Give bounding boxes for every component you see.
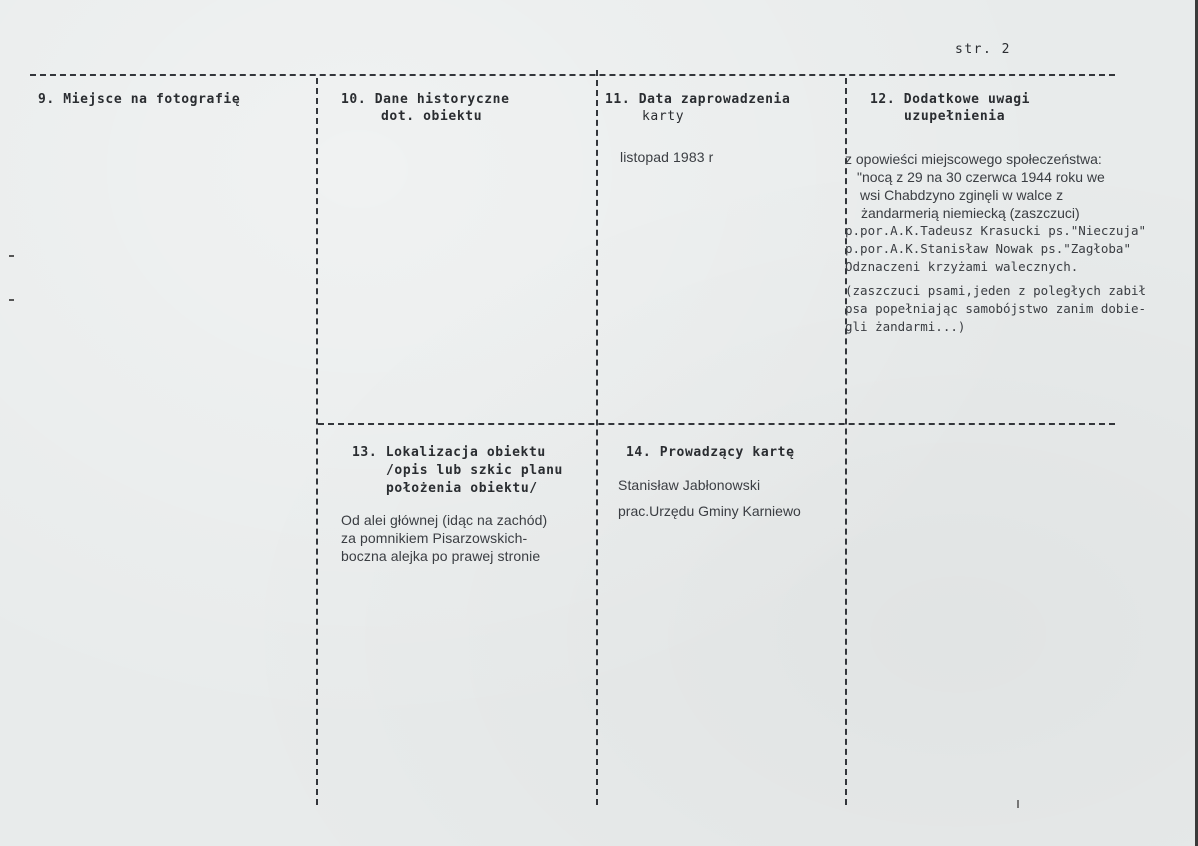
- margin-mark-1: [9, 255, 14, 257]
- lokalizacja-header-line3: położenia obiektu/: [386, 481, 538, 496]
- uwagi-line: żandarmerią niemiecką (zaszczuci): [861, 205, 1080, 221]
- dane-header-line1: 10. Dane historyczne: [341, 92, 510, 107]
- prowadzacy-header: 14. Prowadzący kartę: [626, 445, 795, 460]
- lokalizacja-line: boczna alejka po prawej stronie: [341, 548, 541, 564]
- uwagi-line: Odznaczeni krzyżami walecznych.: [845, 259, 1079, 274]
- uwagi-header-line2: uzupełnienia: [904, 109, 1006, 124]
- top-rule: [30, 74, 1115, 76]
- uwagi-text: [845, 150, 1146, 336]
- prowadzacy-name: Stanisław Jabłonowski: [618, 477, 761, 493]
- lokalizacja-line: za pomnikiem Pisarzowskich-: [341, 530, 528, 546]
- uwagi-line: z opowieści miejscowego społeczeństwa:: [845, 151, 1102, 167]
- uwagi-line: "nocą z 29 na 30 czerwca 1944 roku we: [857, 169, 1105, 185]
- prowadzacy-role: prac.Urzędu Gminy Karniewo: [618, 503, 801, 519]
- lokalizacja-header-line1: 13. Lokalizacja obiektu: [352, 445, 546, 460]
- uwagi-line: psa popełniając samobójstwo zanim dobie-: [845, 301, 1147, 316]
- column-divider-2: [596, 70, 598, 805]
- margin-mark-2: [9, 299, 14, 301]
- page-number: str. 2: [955, 42, 1011, 57]
- middle-rule: [318, 423, 1115, 425]
- data-header-line2: karty: [642, 109, 685, 124]
- lokalizacja-line: Od alei głównej (idąc na zachód): [341, 512, 548, 528]
- uwagi-line: p.por.A.K.Stanisław Nowak ps."Zagłoba": [845, 241, 1131, 256]
- uwagi-line: wsi Chabdzyno zginęli w walce z: [860, 187, 1064, 203]
- lokalizacja-header-line2: /opis lub szkic planu: [386, 463, 563, 478]
- data-zaprowadzenia-value: listopad 1983 r: [620, 149, 714, 165]
- uwagi-line: p.por.A.K.Tadeusz Krasucki ps."Nieczuja": [845, 223, 1147, 238]
- uwagi-header-line1: 12. Dodatkowe uwagi: [870, 92, 1031, 107]
- bottom-tick: [1017, 800, 1019, 808]
- data-header-line1: 11. Data zaprowadzenia: [605, 92, 791, 107]
- column-divider-1: [316, 78, 318, 805]
- miejsce-header: 9. Miejsce na fotografię: [38, 92, 241, 107]
- uwagi-line: gli żandarmi...): [845, 319, 966, 334]
- lokalizacja-text: [341, 511, 547, 565]
- dane-header-line2: dot. obiektu: [381, 109, 483, 124]
- uwagi-line: (zaszczuci psami,jeden z poległych zabił: [845, 283, 1147, 298]
